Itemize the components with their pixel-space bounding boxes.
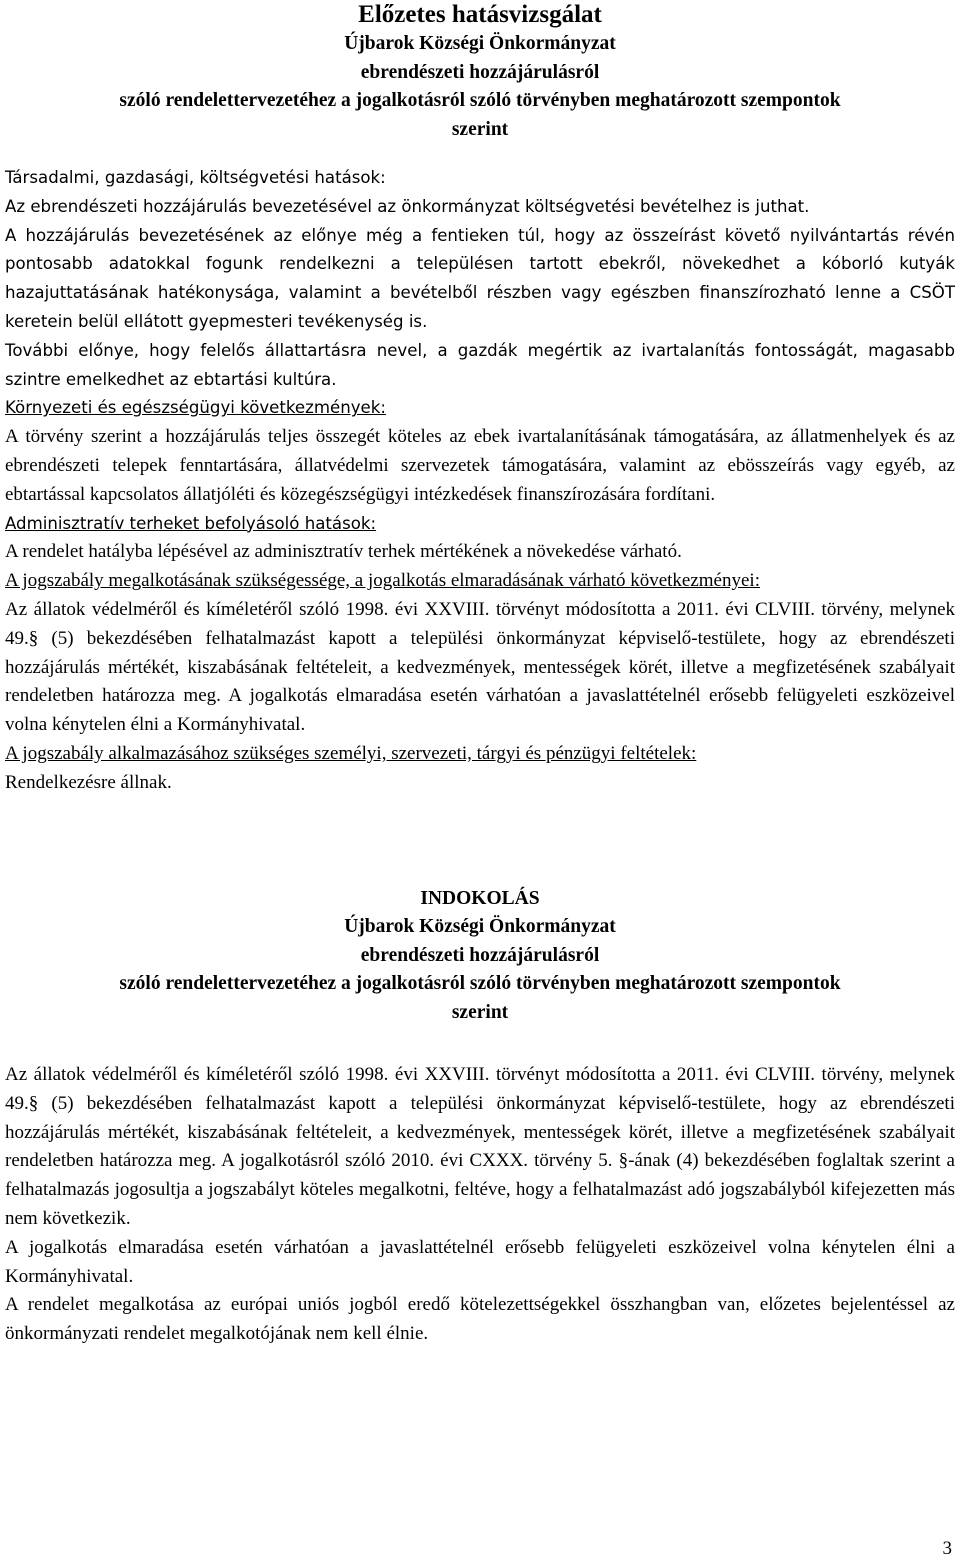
assessment-title-block — [5, 0, 955, 144]
assessment-subtitle-line-3: szóló rendelettervezetéhez a jogalkotásról szóló törvényben meghatározott szempontok — [119, 90, 841, 111]
necessity-heading: A jogszabály megalkotásának szükségessége, a jogalkotás elmaradásának várható következményei: — [5, 570, 760, 592]
spacer — [5, 1027, 955, 1061]
justification-subtitle-line-3: szóló rendelettervezetéhez a jogalkotásról szóló törvényben meghatározott szempontok — [119, 973, 841, 995]
social-impact-paragraph-3: További előnye, hogy felelős állattartásra nevel, a gazdák megértik az ivartalanítás fontosságát, magasabb szintre emelkedhet az ebtartási kultúra. — [5, 340, 955, 389]
justification-subtitle-line-2: ebrendészeti hozzájárulásról — [360, 944, 600, 966]
administrative-heading: Adminisztratív terheket befolyásoló hatások: — [5, 513, 377, 533]
social-impact-paragraph-2: A hozzájárulás bevezetésének az előnye még a fentieken túl, hogy az összeírást követő nyilvántartás révén pontosabb adatokkal fogunk rendelkezni a településen tartott ebekről, növekedhet a kóborló kutyák hazajuttatásának hatékonysága, valamint a bevételből részben vagy egészben finanszírozható lenne a CSÖT keretein belül ellátott gyepmesteri tevékenység is. — [5, 225, 955, 331]
necessity-paragraph: Az állatok védelméről és kíméletéről szóló 1998. évi XXVIII. törvényt módosította a 2011. évi CLVIII. törvény, melynek 49.§ (5) bekezdésében felhatalmazást kapott a települési önkormányzat képviselő-testülete, hogy az ebrendészeti hozzájárulás mértékét, kiszabásának feltételeit, a kedvezmények, mentességek körét, illetve a megfizetésének szabályait rendeletben határozza meg. A jogalkotás elmaradása esetén várhatóan a javaslattételnél erősebb felügyeleti eszközeivel volna kénytelen élni a Kormányhivatal. — [5, 598, 955, 736]
page-number: 3 — [942, 1538, 952, 1559]
environmental-heading: Környezeti és egészségügyi következmények: — [5, 398, 386, 418]
social-impact-heading: Társadalmi, gazdasági, költségvetési hatások: — [5, 168, 386, 187]
justification-subtitle-line-4: szerint — [451, 1001, 509, 1023]
assessment-subtitle-line-2: ebrendészeti hozzájárulásról — [360, 61, 600, 83]
justification-paragraph-1: Az állatok védelméről és kíméletéről szóló 1998. évi XXVIII. törvényt módosította a 2011. évi CLVIII. törvény, melynek 49.§ (5) bekezdésében felhatalmazást kapott a települési önkormányzat képviselő-testülete, hogy az ebrendészeti hozzájárulás mértékét, kiszabásának feltételeit, a kedvezmények, mentességek körét, illetve a megfizetésének szabályait rendeletben határozza meg. A jogalkotásról szóló 2010. évi CXXX. törvény 5. §-ának (4) bekezdésében foglaltak szerint a felhatalmazás jogosultja a jogszabályt köteles megalkotni, feltéve, hogy a felhatalmazást adó jogszabályból kifejezetten más nem következik. — [5, 1064, 955, 1230]
justification-title-block — [5, 885, 955, 1028]
justification-paragraph-3: A rendelet megalkotása az európai uniós jogból eredő kötelezettségekkel összhangban van, előzetes bejelentéssel az önkormányzati rendelet megalkotójának nem kell élnie. — [5, 1294, 955, 1345]
assessment-subtitle-line-4: szerint — [451, 118, 509, 140]
spacer — [5, 798, 955, 885]
spacer — [5, 144, 955, 164]
assessment-subtitle-line-1: Újbarok Községi Önkormányzat — [344, 33, 616, 54]
document-page — [5, 0, 955, 1349]
justification-paragraph-2: A jogalkotás elmaradása esetén várhatóan a javaslattételnél erősebb felügyeleti eszközeivel volna kénytelen élni a Kormányhivatal. — [5, 1236, 955, 1287]
social-impact-paragraph-1: Az ebrendészeti hozzájárulás bevezetésével az önkormányzat költségvetési bevételhez is juthat. — [5, 196, 810, 216]
assessment-title: Előzetes hatásvizsgálat — [358, 1, 602, 28]
conditions-paragraph: Rendelkezésre állnak. — [5, 771, 172, 793]
justification-title: INDOKOLÁS — [420, 887, 540, 909]
administrative-paragraph: A rendelet hatályba lépésével az adminisztratív terhek mértékének a növekedése várható. — [5, 541, 682, 563]
conditions-heading: A jogszabály alkalmazásához szükséges személyi, szervezeti, tárgyi és pénzügyi feltételek: — [5, 742, 697, 764]
justification-subtitle-line-1: Újbarok Községi Önkormányzat — [344, 916, 616, 938]
environmental-paragraph: A törvény szerint a hozzájárulás teljes összegét köteles az ebek ivartalanításának támogatására, az állatmenhelyek és az ebrendészeti telepek fenntartására, állatvédelmi szervezetek támogatására, valamint az ebösszeírás vagy egyéb, az ebtartással kapcsolatos állatjóléti és közegészségügyi intézkedések finanszírozására fordítani. — [5, 426, 955, 505]
